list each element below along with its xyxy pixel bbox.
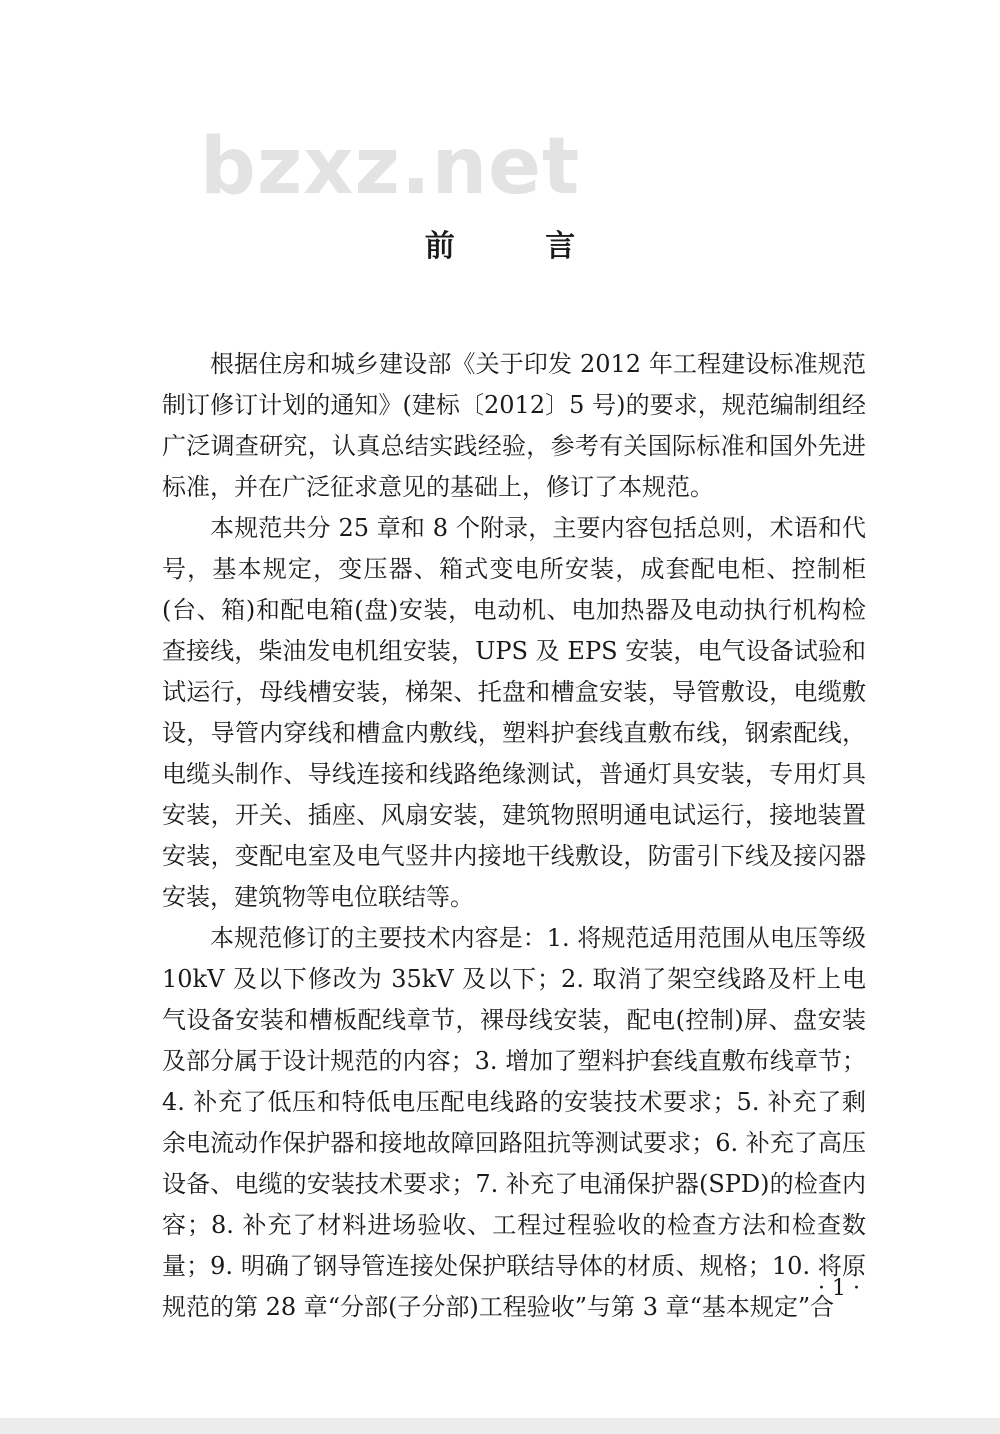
watermark: bzxz.net — [200, 122, 581, 212]
paragraph-2: 本规范共分 25 章和 8 个附录，主要内容包括总则，术语和代号，基本规定，变压器、箱式变电所安装，成套配电柜、控制柜(台、箱)和配电箱(盘)安装，电动机、电加热器及电动执行机构检查接线，柴油发电机组安装，UPS 及 EPS 安装，电气设备试验和试运行，母线槽安装，梯架、托盘和槽盒安装，导管敷设，电缆敷设，导管内穿线和槽盒内敷线，塑料护套线直敷布线，钢索配线，电缆头制作、导线连接和线路绝缘测试，普通灯具安装，专用灯具安装，开关、插座、风扇安装，建筑物照明通电试运行，接地装置安装，变配电室及电气竖井内接地干线敷设，防雷引下线及接闪器安装，建筑物等电位联结等。 — [162, 514, 866, 911]
page-number: · 1 · — [818, 1276, 860, 1301]
body-text — [162, 344, 866, 1328]
paragraph-1: 根据住房和城乡建设部《关于印发 2012 年工程建设标准规范制订修订计划的通知》(建标〔2012〕5 号)的要求，规范编制组经广泛调查研究，认真总结实践经验，参考有关国际标准和国外先进标准，并在广泛征求意见的基础上，修订了本规范。 — [162, 350, 866, 501]
paragraph-3: 本规范修订的主要技术内容是：1. 将规范适用范围从电压等级 10kV 及以下修改为 35kV 及以下；2. 取消了架空线路及杆上电气设备安装和槽板配线章节，裸母线安装，配电(控制)屏、盘安装及部分属于设计规范的内容；3. 增加了塑料护套线直敷布线章节；4. 补充了低压和特低电压配电线路的安装技术要求；5. 补充了剩余电流动作保护器和接地故障回路阻抗等测试要求；6. 补充了高压设备、电缆的安装技术要求；7. 补充了电涌保护器(SPD)的检查内容；8. 补充了材料进场验收、工程过程验收的检查方法和检查数量；9. 明确了钢导管连接处保护联结导体的材质、规格；10. 将原规范的第 28 章“分部(子分部)工程验收”与第 3 章“基本规定”合 — [162, 924, 866, 1321]
page-title: 前 言 — [424, 229, 616, 264]
bottom-scrollbar[interactable] — [0, 1418, 1000, 1434]
